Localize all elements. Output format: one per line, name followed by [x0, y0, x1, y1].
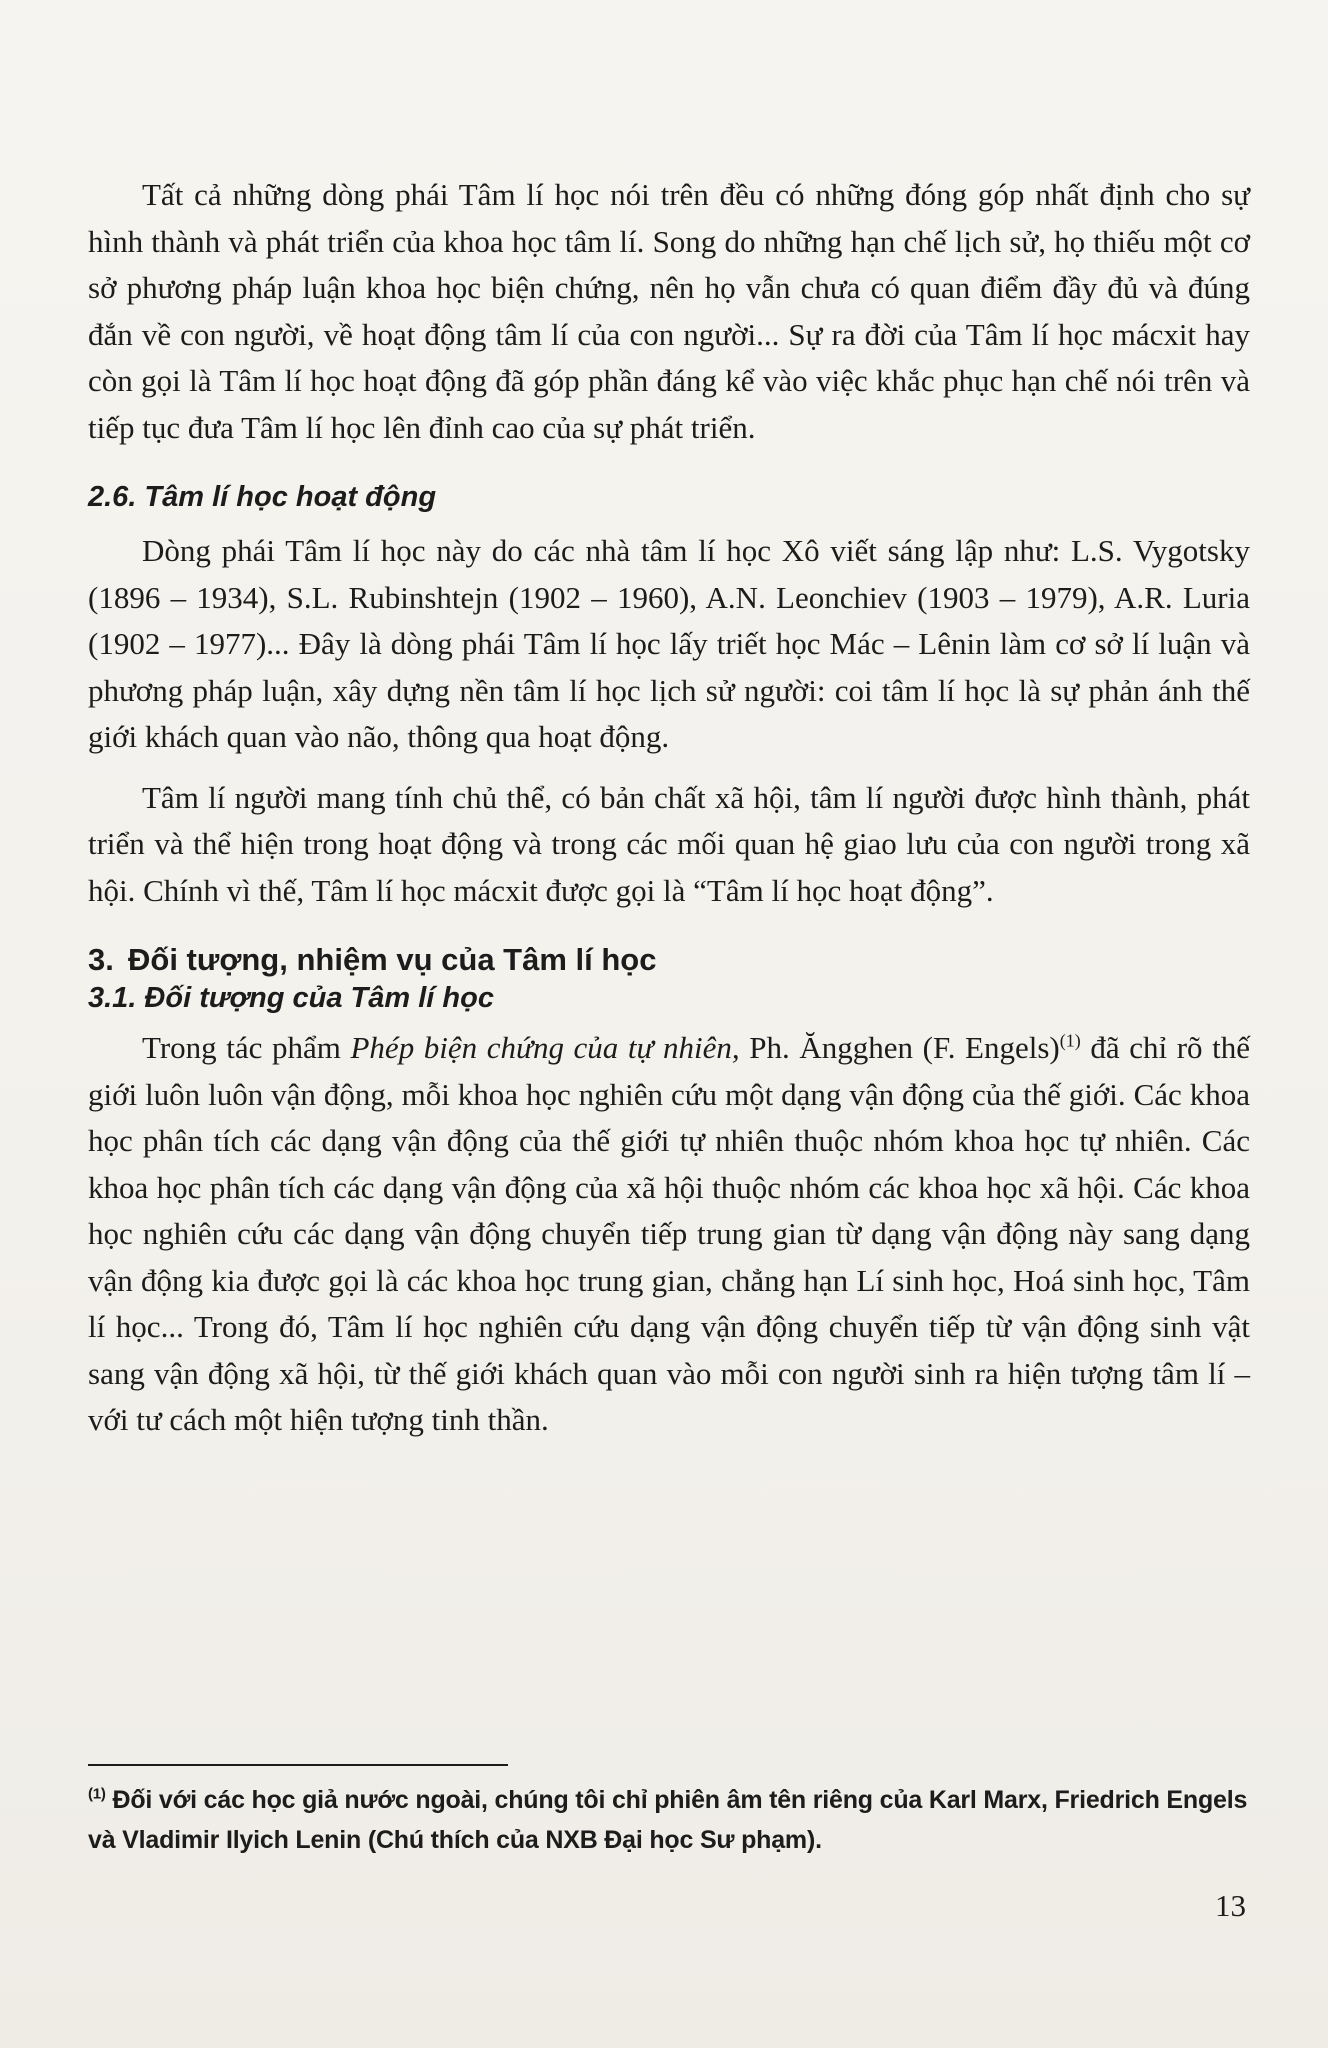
author-name: Ph. Ăngghen (F. Engels)	[739, 1030, 1060, 1065]
section-title: Đối tượng, nhiệm vụ của Tâm lí học	[128, 942, 657, 977]
footnote-text: Đối với các học giả nước ngoài, chúng tôi chỉ phiên âm tên riêng của Karl Marx, Friedrich Engels và Vladimir Ilyich Lenin (Chú thích của NXB Đại học Sư phạm).	[88, 1786, 1248, 1854]
paragraph-intro: Tất cả những dòng phái Tâm lí học nói trên đều có những đóng góp nhất định cho sự hình thành và phát triển của khoa học tâm lí. Song do những hạn chế lịch sử, họ thiếu một cơ sở phương pháp luận khoa học biện chứng, nên họ vẫn chưa có quan điểm đầy đủ và đúng đắn về con người, về hoạt động tâm lí của con người... Sự ra đời của Tâm lí học mácxit hay còn gọi là Tâm lí học hoạt động đã góp phần đáng kể vào việc khắc phục hạn chế nói trên và tiếp tục đưa Tâm lí học lên đỉnh cao của sự phát triển.	[88, 177, 1250, 445]
paragraph-rest: đã chỉ rõ thế giới luôn luôn vận động, mỗi khoa học nghiên cứu một dạng vận động của thế giới. Các khoa học phân tích các dạng vận động của thế giới tự nhiên thuộc nhóm khoa học tự nhiên. Các khoa học phân tích các dạng vận động của xã hội thuộc nhóm các khoa học xã hội. Các khoa học nghiên cứu các dạng vận động chuyển tiếp trung gian từ dạng vận động này sang dạng vận động kia được gọi là các khoa học trung gian, chẳng hạn Lí sinh học, Hoá sinh học, Tâm lí học... Trong đó, Tâm lí học nghiên cứu dạng vận động chuyển tiếp từ vận động sinh vật sang vận động xã hội, từ thế giới khách quan vào mỗi con người sinh ra hiện tượng tâm lí – với tư cách một hiện tượng tinh thần.	[88, 1030, 1251, 1437]
section-heading-2-6: 2.6. Tâm lí học hoạt động	[88, 481, 437, 513]
section-heading-3-1: 3.1. Đối tượng của Tâm lí học	[88, 982, 494, 1014]
footnote-divider	[88, 1764, 508, 1766]
page-number: 13	[1215, 1888, 1246, 1923]
section-heading-3	[88, 942, 1250, 978]
paragraph-lead: Trong tác phẩm	[142, 1030, 351, 1065]
paragraph-activity-psychology: Dòng phái Tâm lí học này do các nhà tâm lí học Xô viết sáng lập như: L.S. Vygotsky (1896 – 1934), S.L. Rubinshtejn (1902 – 1960), A.N. Leonchiev (1903 – 1979), A.R. Luria (1902 – 1977)... Đây là dòng phái Tâm lí học lấy triết học Mác – Lênin làm cơ sở lí luận và phương pháp luận, xây dựng nền tâm lí học lịch sử người: coi tâm lí học là sự phản ánh thế giới khách quan vào não, thông qua hoạt động.	[88, 533, 1250, 754]
footnote	[88, 1780, 1250, 1860]
paragraph-human-psyche: Tâm lí người mang tính chủ thể, có bản chất xã hội, tâm lí người được hình thành, phát triển và thể hiện trong hoạt động và trong các mối quan hệ giao lưu của con người trong xã hội. Chính vì thế, Tâm lí học mácxit được gọi là “Tâm lí học hoạt động”.	[88, 779, 1250, 908]
footnote-marker: (1)	[88, 1785, 106, 1803]
section-number: 3.	[88, 942, 114, 977]
work-title: Phép biện chứng của tự nhiên,	[350, 1030, 740, 1065]
paragraph-object-of-study	[88, 1025, 1250, 1444]
page-body	[88, 172, 1250, 1444]
footnote-reference[interactable]: (1)	[1059, 1030, 1081, 1051]
